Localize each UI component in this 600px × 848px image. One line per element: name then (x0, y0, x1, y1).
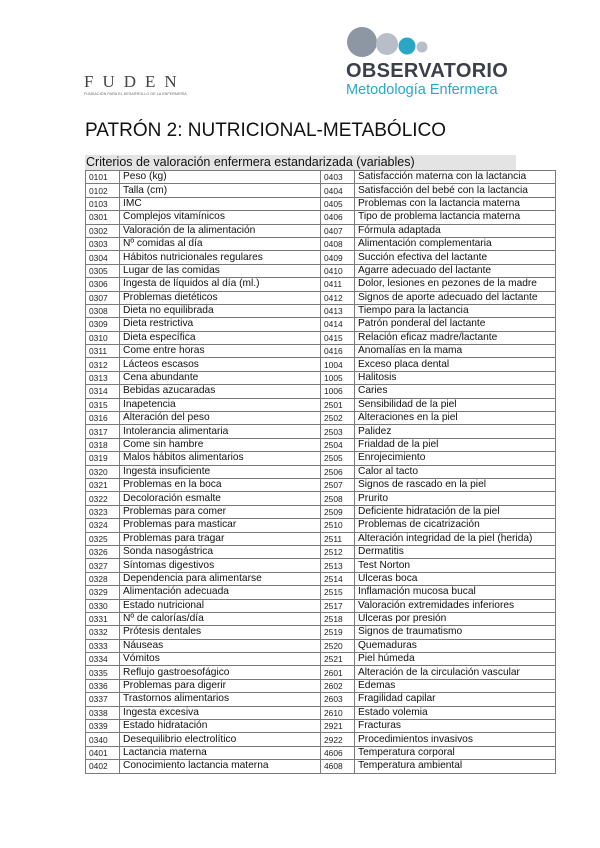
variable-name: Alteración de la circulación vascular (355, 666, 556, 679)
variable-code: 1006 (321, 385, 355, 398)
table-row (86, 211, 556, 224)
variable-name: Deficiente hidratación de la piel (355, 505, 556, 518)
table-row (86, 278, 556, 291)
variable-code: 0340 (86, 733, 120, 746)
table-row (86, 465, 556, 478)
variable-code: 0333 (86, 639, 120, 652)
variable-code: 2504 (321, 438, 355, 451)
variable-name: Reflujo gastroesofágico (120, 666, 321, 679)
variable-name: Ingesta de líquidos al día (ml.) (120, 278, 321, 291)
variable-name: Sensibilidad de la piel (355, 398, 556, 411)
fuden-tagline: FUNDACIÓN PARA EL DESARROLLO DE LA ENFERMERÍA (84, 92, 187, 96)
variable-name: Conocimiento lactancia materna (120, 760, 321, 773)
table-row (86, 653, 556, 666)
variable-name: Come sin hambre (120, 438, 321, 451)
variable-name: Come entre horas (120, 345, 321, 358)
variable-name: Dieta restrictiva (120, 318, 321, 331)
page-title: PATRÓN 2: NUTRICIONAL-METABÓLICO (85, 120, 447, 141)
table-row (86, 171, 556, 184)
variable-name: Valoración de la alimentación (120, 224, 321, 237)
variable-code: 0323 (86, 505, 120, 518)
observatorio-logo (344, 26, 514, 102)
variable-name: Problemas para comer (120, 505, 321, 518)
variable-name: Dermatitis (355, 545, 556, 558)
variable-name: Inflamación mucosa bucal (355, 586, 556, 599)
variable-name: Alteración del peso (120, 412, 321, 425)
variable-code: 2501 (321, 398, 355, 411)
variable-name: Nº de calorías/día (120, 612, 321, 625)
variable-name: Procedimientos invasivos (355, 733, 556, 746)
table-row (86, 264, 556, 277)
table-row (86, 345, 556, 358)
variable-code: 2505 (321, 452, 355, 465)
variable-name: Fragilidad capilar (355, 693, 556, 706)
variable-name: Ingesta insuficiente (120, 465, 321, 478)
variable-code: 0339 (86, 720, 120, 733)
table-row (86, 184, 556, 197)
table-row (86, 559, 556, 572)
variable-name: Edemas (355, 679, 556, 692)
variable-name: Malos hábitos alimentarios (120, 452, 321, 465)
variable-code: 0336 (86, 679, 120, 692)
table-row (86, 398, 556, 411)
variable-name: Temperatura corporal (355, 746, 556, 759)
variable-code: 2602 (321, 679, 355, 692)
table-row (86, 519, 556, 532)
table-row (86, 425, 556, 438)
variable-code: 2502 (321, 412, 355, 425)
variable-code: 2514 (321, 572, 355, 585)
variable-name: Vómitos (120, 653, 321, 666)
variable-code: 0402 (86, 760, 120, 773)
table-row (86, 358, 556, 371)
variable-code: 1005 (321, 371, 355, 384)
table-row (86, 492, 556, 505)
fuden-logo (84, 72, 234, 98)
variable-code: 2518 (321, 612, 355, 625)
variable-code: 0309 (86, 318, 120, 331)
variable-code: 0305 (86, 264, 120, 277)
variable-code: 0413 (321, 304, 355, 317)
variable-code: 2513 (321, 559, 355, 572)
variable-code: 0102 (86, 184, 120, 197)
variable-name: Ulceras por presión (355, 612, 556, 625)
variable-name: Problemas en la boca (120, 478, 321, 491)
variable-code: 2517 (321, 599, 355, 612)
table-row (86, 251, 556, 264)
variable-code: 0415 (321, 331, 355, 344)
variable-code: 2510 (321, 519, 355, 532)
variable-code: 0303 (86, 237, 120, 250)
variable-name: Test Norton (355, 559, 556, 572)
variable-name: Sonda nasogástrica (120, 545, 321, 558)
variable-name: Náuseas (120, 639, 321, 652)
variable-name: Talla (cm) (120, 184, 321, 197)
variable-name: IMC (120, 197, 321, 210)
variable-code: 0312 (86, 358, 120, 371)
variable-code: 0320 (86, 465, 120, 478)
variable-name: Signos de traumatismo (355, 626, 556, 639)
table-row (86, 304, 556, 317)
variable-name: Estado volemia (355, 706, 556, 719)
variable-name: Signos de rascado en la piel (355, 478, 556, 491)
variable-name: Lácteos escasos (120, 358, 321, 371)
variable-code: 0416 (321, 345, 355, 358)
variable-code: 4608 (321, 760, 355, 773)
variable-code: 0412 (321, 291, 355, 304)
table-row (86, 532, 556, 545)
variable-name: Problemas para tragar (120, 532, 321, 545)
variable-code: 0330 (86, 599, 120, 612)
table-row (86, 545, 556, 558)
variable-code: 2603 (321, 693, 355, 706)
variable-name: Patrón ponderal del lactante (355, 318, 556, 331)
variable-code: 0319 (86, 452, 120, 465)
table-row (86, 599, 556, 612)
table-row (86, 478, 556, 491)
variable-code: 0328 (86, 572, 120, 585)
variable-name: Caries (355, 385, 556, 398)
variable-code: 0322 (86, 492, 120, 505)
table-row (86, 693, 556, 706)
variable-code: 2921 (321, 720, 355, 733)
variable-code: 0325 (86, 532, 120, 545)
fuden-logo-text: FUDEN (84, 72, 186, 91)
table-row (86, 331, 556, 344)
variable-code: 0301 (86, 211, 120, 224)
variable-name: Frialdad de la piel (355, 438, 556, 451)
table-row (86, 385, 556, 398)
variable-code: 0315 (86, 398, 120, 411)
variable-name: Calor al tacto (355, 465, 556, 478)
variable-name: Exceso placa dental (355, 358, 556, 371)
variable-code: 2511 (321, 532, 355, 545)
variable-code: 0310 (86, 331, 120, 344)
variable-code: 0307 (86, 291, 120, 304)
variable-code: 0308 (86, 304, 120, 317)
variable-code: 0414 (321, 318, 355, 331)
variable-name: Cena abundante (120, 371, 321, 384)
variable-code: 0101 (86, 171, 120, 184)
table-row (86, 438, 556, 451)
variable-code: 0317 (86, 425, 120, 438)
variable-code: 0329 (86, 586, 120, 599)
table-row (86, 224, 556, 237)
variable-code: 2610 (321, 706, 355, 719)
variable-name: Enrojecimiento (355, 452, 556, 465)
variable-name: Problemas para digerir (120, 679, 321, 692)
variable-code: 0324 (86, 519, 120, 532)
variable-code: 0401 (86, 746, 120, 759)
variable-code: 1004 (321, 358, 355, 371)
variable-code: 0321 (86, 478, 120, 491)
variable-name: Trastornos alimentarios (120, 693, 321, 706)
variable-code: 0334 (86, 653, 120, 666)
variable-code: 0403 (321, 171, 355, 184)
table-row (86, 760, 556, 773)
variable-name: Problemas de cicatrización (355, 519, 556, 532)
variable-code: 2601 (321, 666, 355, 679)
variable-name: Hábitos nutricionales regulares (120, 251, 321, 264)
variable-name: Problemas dietéticos (120, 291, 321, 304)
variable-name: Bebidas azucaradas (120, 385, 321, 398)
variable-code: 0318 (86, 438, 120, 451)
table-row (86, 733, 556, 746)
table-row (86, 746, 556, 759)
variable-name: Anomalías en la mama (355, 345, 556, 358)
variable-name: Satisfacción del bebé con la lactancia (355, 184, 556, 197)
variable-name: Lactancia materna (120, 746, 321, 759)
observatorio-title: OBSERVATORIO (346, 60, 509, 82)
variable-code: 0311 (86, 345, 120, 358)
variable-name: Complejos vitamínicos (120, 211, 321, 224)
variable-code: 0316 (86, 412, 120, 425)
variable-code: 0313 (86, 371, 120, 384)
table-row (86, 371, 556, 384)
variable-name: Tipo de problema lactancia materna (355, 211, 556, 224)
variable-name: Signos de aporte adecuado del lactante (355, 291, 556, 304)
variable-code: 0326 (86, 545, 120, 558)
variable-name: Dolor, lesiones en pezones de la madre (355, 278, 556, 291)
page-header (0, 0, 600, 120)
variable-code: 0406 (321, 211, 355, 224)
variable-name: Inapetencia (120, 398, 321, 411)
variable-name: Lugar de las comidas (120, 264, 321, 277)
variable-code: 0103 (86, 197, 120, 210)
table-row (86, 612, 556, 625)
variable-name: Piel húmeda (355, 653, 556, 666)
table-caption: Criterios de valoración enfermera estandarizada (variables) (85, 155, 516, 170)
variable-name: Alteración integridad de la piel (herida) (355, 532, 556, 545)
variables-table-section (85, 155, 538, 774)
variable-code: 0408 (321, 237, 355, 250)
variable-name: Dependencia para alimentarse (120, 572, 321, 585)
variable-name: Temperatura ambiental (355, 760, 556, 773)
variable-code: 0331 (86, 612, 120, 625)
variable-code: 2503 (321, 425, 355, 438)
variable-code: 0404 (321, 184, 355, 197)
variable-code: 2519 (321, 626, 355, 639)
variable-code: 2922 (321, 733, 355, 746)
table-row (86, 318, 556, 331)
variable-name: Relación eficaz madre/lactante (355, 331, 556, 344)
variable-name: Dieta no equilibrada (120, 304, 321, 317)
table-row (86, 720, 556, 733)
variable-name: Decoloración esmalte (120, 492, 321, 505)
variable-name: Desequilibrio electrolítico (120, 733, 321, 746)
variable-name: Ingesta excesiva (120, 706, 321, 719)
variable-code: 2508 (321, 492, 355, 505)
variable-code: 0337 (86, 693, 120, 706)
variable-code: 2521 (321, 653, 355, 666)
variable-code: 4606 (321, 746, 355, 759)
table-row (86, 452, 556, 465)
variable-code: 2507 (321, 478, 355, 491)
table-row (86, 639, 556, 652)
variable-code: 2509 (321, 505, 355, 518)
variable-name: Quemaduras (355, 639, 556, 652)
variable-name: Prurito (355, 492, 556, 505)
variable-name: Alimentación complementaria (355, 237, 556, 250)
variable-name: Ulceras boca (355, 572, 556, 585)
variable-code: 2520 (321, 639, 355, 652)
variable-code: 0306 (86, 278, 120, 291)
variable-name: Intolerancia alimentaria (120, 425, 321, 438)
variable-name: Satisfacción materna con la lactancia (355, 171, 556, 184)
table-row (86, 237, 556, 250)
variable-name: Palidez (355, 425, 556, 438)
variables-table (85, 170, 556, 774)
variable-name: Succión efectiva del lactante (355, 251, 556, 264)
table-row (86, 505, 556, 518)
variable-name: Fórmula adaptada (355, 224, 556, 237)
table-row (86, 586, 556, 599)
variable-code: 0302 (86, 224, 120, 237)
variable-code: 0411 (321, 278, 355, 291)
table-row (86, 291, 556, 304)
variable-name: Problemas con la lactancia materna (355, 197, 556, 210)
table-row (86, 626, 556, 639)
variable-name: Síntomas digestivos (120, 559, 321, 572)
variable-name: Problemas para masticar (120, 519, 321, 532)
variable-name: Agarre adecuado del lactante (355, 264, 556, 277)
variable-code: 2515 (321, 586, 355, 599)
variable-name: Nº comidas al día (120, 237, 321, 250)
variable-code: 2512 (321, 545, 355, 558)
variable-code: 0304 (86, 251, 120, 264)
table-row (86, 706, 556, 719)
variable-name: Fracturas (355, 720, 556, 733)
table-row (86, 197, 556, 210)
variable-code: 0335 (86, 666, 120, 679)
variable-name: Peso (kg) (120, 171, 321, 184)
variable-code: 0410 (321, 264, 355, 277)
observatorio-circles-icon (344, 26, 514, 62)
table-row (86, 572, 556, 585)
table-row (86, 412, 556, 425)
variable-name: Alteraciones en la piel (355, 412, 556, 425)
variable-code: 0409 (321, 251, 355, 264)
variable-name: Tiempo para la lactancia (355, 304, 556, 317)
observatorio-subtitle: Metodología Enfermera (346, 82, 498, 98)
variable-code: 0338 (86, 706, 120, 719)
variable-code: 0407 (321, 224, 355, 237)
variable-code: 0314 (86, 385, 120, 398)
variable-code: 2506 (321, 465, 355, 478)
variable-name: Estado hidratación (120, 720, 321, 733)
variable-name: Alimentación adecuada (120, 586, 321, 599)
variable-code: 0327 (86, 559, 120, 572)
variable-name: Valoración extremidades inferiores (355, 599, 556, 612)
variable-name: Estado nutricional (120, 599, 321, 612)
variable-name: Prótesis dentales (120, 626, 321, 639)
table-row (86, 679, 556, 692)
variable-code: 0332 (86, 626, 120, 639)
variable-code: 0405 (321, 197, 355, 210)
variable-name: Dieta específica (120, 331, 321, 344)
variable-name: Halitosis (355, 371, 556, 384)
table-row (86, 666, 556, 679)
